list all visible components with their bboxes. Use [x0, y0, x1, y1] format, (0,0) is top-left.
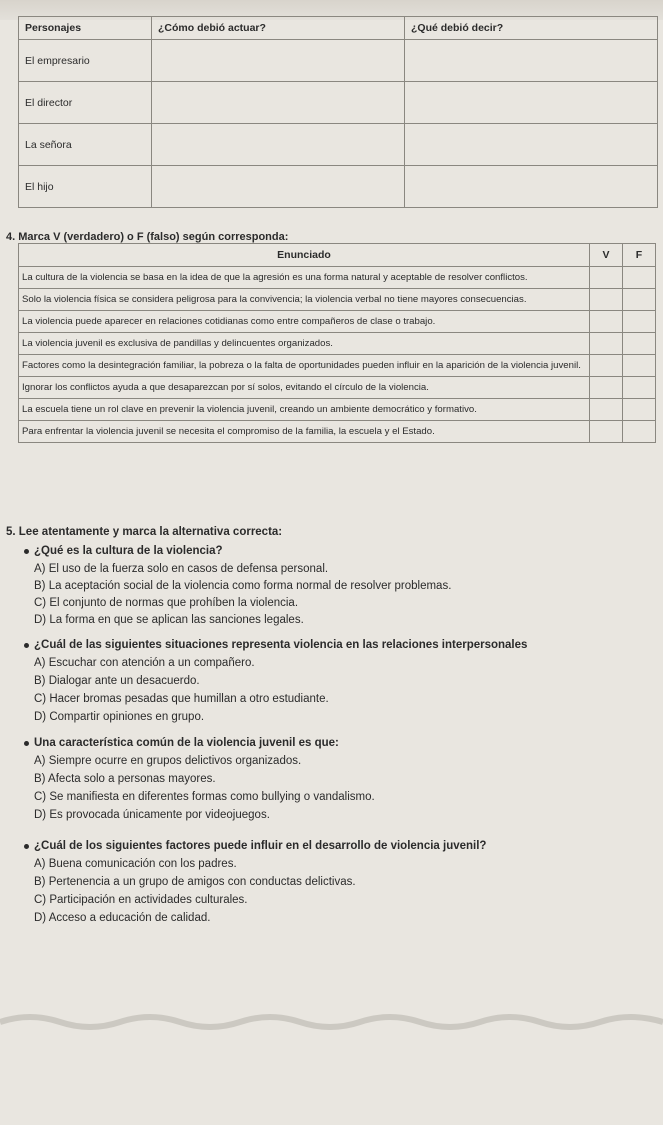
header-como-actuar: ¿Cómo debió actuar?	[152, 17, 405, 40]
option-c[interactable]: C) Participación en actividades culturales.	[34, 894, 248, 906]
answer-cell[interactable]	[405, 166, 658, 208]
header-que-decir: ¿Qué debió decir?	[405, 17, 658, 40]
true-false-table	[18, 243, 656, 443]
table-row	[19, 289, 656, 311]
table-row	[19, 333, 656, 355]
section-4-title: 4. Marca V (verdadero) o F (falso) según corresponda:	[6, 231, 289, 243]
f-checkbox[interactable]	[623, 311, 656, 333]
table-row	[19, 355, 656, 377]
v-checkbox[interactable]	[590, 267, 623, 289]
statement: Factores como la desintegración familiar, la pobreza o la falta de oportunidades pueden influir en la aparición de la violencia juvenil.	[19, 355, 590, 377]
bullet-icon	[24, 643, 29, 648]
option-c[interactable]: C) El conjunto de normas que prohíben la violencia.	[34, 597, 299, 609]
option-a[interactable]: A) El uso de la fuerza solo en casos de defensa personal.	[34, 563, 329, 575]
table-row	[19, 311, 656, 333]
statement: Solo la violencia física se considera peligrosa para la convivencia; la violencia verbal no tiene mayores consecuencias.	[19, 289, 590, 311]
answer-cell[interactable]	[152, 82, 405, 124]
option-a[interactable]: A) Escuchar con atención a un compañero.	[34, 657, 255, 669]
header-v: V	[590, 244, 623, 267]
table-row	[19, 40, 658, 82]
statement: Ignorar los conflictos ayuda a que desaparezcan por sí solos, evitando el círculo de la violencia.	[19, 377, 590, 399]
table-row	[19, 166, 658, 208]
characters-table	[18, 16, 658, 208]
option-b[interactable]: B) Pertenencia a un grupo de amigos con conductas delictivas.	[34, 876, 356, 888]
option-c[interactable]: C) Hacer bromas pesadas que humillan a otro estudiante.	[34, 693, 329, 705]
row-label: La señora	[19, 124, 152, 166]
v-checkbox[interactable]	[590, 399, 623, 421]
question-2	[34, 639, 527, 651]
table-row	[19, 267, 656, 289]
statement: Para enfrentar la violencia juvenil se necesita el compromiso de la familia, la escuela y el Estado.	[19, 421, 590, 443]
statement: La escuela tiene un rol clave en prevenir la violencia juvenil, creando un ambiente democrático y formativo.	[19, 399, 590, 421]
bullet-icon	[24, 549, 29, 554]
row-label: El empresario	[19, 40, 152, 82]
question-text: ¿Cuál de las siguientes situaciones representa violencia en las relaciones interpersonales	[34, 639, 528, 651]
row-label: El hijo	[19, 166, 152, 208]
row-label: El director	[19, 82, 152, 124]
section-5-title: 5. Lee atentamente y marca la alternativa correcta:	[6, 526, 283, 538]
f-checkbox[interactable]	[623, 421, 656, 443]
option-c[interactable]: C) Se manifiesta en diferentes formas como bullying o vandalismo.	[34, 791, 375, 803]
header-personajes: Personajes	[19, 17, 152, 40]
table-row	[19, 399, 656, 421]
answer-cell[interactable]	[152, 40, 405, 82]
option-d[interactable]: D) Compartir opiniones en grupo.	[34, 711, 205, 723]
answer-cell[interactable]	[405, 40, 658, 82]
f-checkbox[interactable]	[623, 355, 656, 377]
v-checkbox[interactable]	[590, 377, 623, 399]
bullet-icon	[24, 844, 29, 849]
f-checkbox[interactable]	[623, 377, 656, 399]
option-b[interactable]: B) Afecta solo a personas mayores.	[34, 773, 216, 785]
table-header-row	[19, 17, 658, 40]
header-enunciado: Enunciado	[19, 244, 590, 267]
option-a[interactable]: A) Buena comunicación con los padres.	[34, 858, 237, 870]
option-d[interactable]: D) Acceso a educación de calidad.	[34, 912, 211, 924]
question-text: Una característica común de la violencia juvenil es que:	[34, 737, 339, 749]
table-header-row	[19, 244, 656, 267]
statement: La violencia puede aparecer en relaciones cotidianas como entre compañeros de clase o trabajo.	[19, 311, 590, 333]
f-checkbox[interactable]	[623, 289, 656, 311]
answer-cell[interactable]	[152, 124, 405, 166]
option-d[interactable]: D) La forma en que se aplican las sanciones legales.	[34, 614, 304, 626]
table-row	[19, 82, 658, 124]
v-checkbox[interactable]	[590, 355, 623, 377]
option-b[interactable]: B) Dialogar ante un desacuerdo.	[34, 675, 200, 687]
option-d[interactable]: D) Es provocada únicamente por videojuegos.	[34, 809, 270, 821]
answer-cell[interactable]	[152, 166, 405, 208]
bleed-through-decoration	[0, 1010, 663, 1030]
header-f: F	[623, 244, 656, 267]
v-checkbox[interactable]	[590, 421, 623, 443]
table-row	[19, 421, 656, 443]
question-text: ¿Qué es la cultura de la violencia?	[34, 545, 223, 557]
v-checkbox[interactable]	[590, 333, 623, 355]
table-row	[19, 377, 656, 399]
bullet-icon	[24, 741, 29, 746]
question-text: ¿Cuál de los siguientes factores puede influir en el desarrollo de violencia juvenil?	[34, 840, 487, 852]
v-checkbox[interactable]	[590, 311, 623, 333]
v-checkbox[interactable]	[590, 289, 623, 311]
f-checkbox[interactable]	[623, 333, 656, 355]
statement: La violencia juvenil es exclusiva de pandillas y delincuentes organizados.	[19, 333, 590, 355]
f-checkbox[interactable]	[623, 267, 656, 289]
option-a[interactable]: A) Siempre ocurre en grupos delictivos organizados.	[34, 755, 302, 767]
question-1	[34, 545, 223, 557]
answer-cell[interactable]	[405, 124, 658, 166]
option-b[interactable]: B) La aceptación social de la violencia como forma normal de resolver problemas.	[34, 580, 452, 592]
table-row	[19, 124, 658, 166]
question-3	[34, 737, 339, 749]
question-4	[34, 840, 486, 852]
f-checkbox[interactable]	[623, 399, 656, 421]
answer-cell[interactable]	[405, 82, 658, 124]
statement: La cultura de la violencia se basa en la idea de que la agresión es una forma natural y aceptable de resolver conflictos.	[19, 267, 590, 289]
